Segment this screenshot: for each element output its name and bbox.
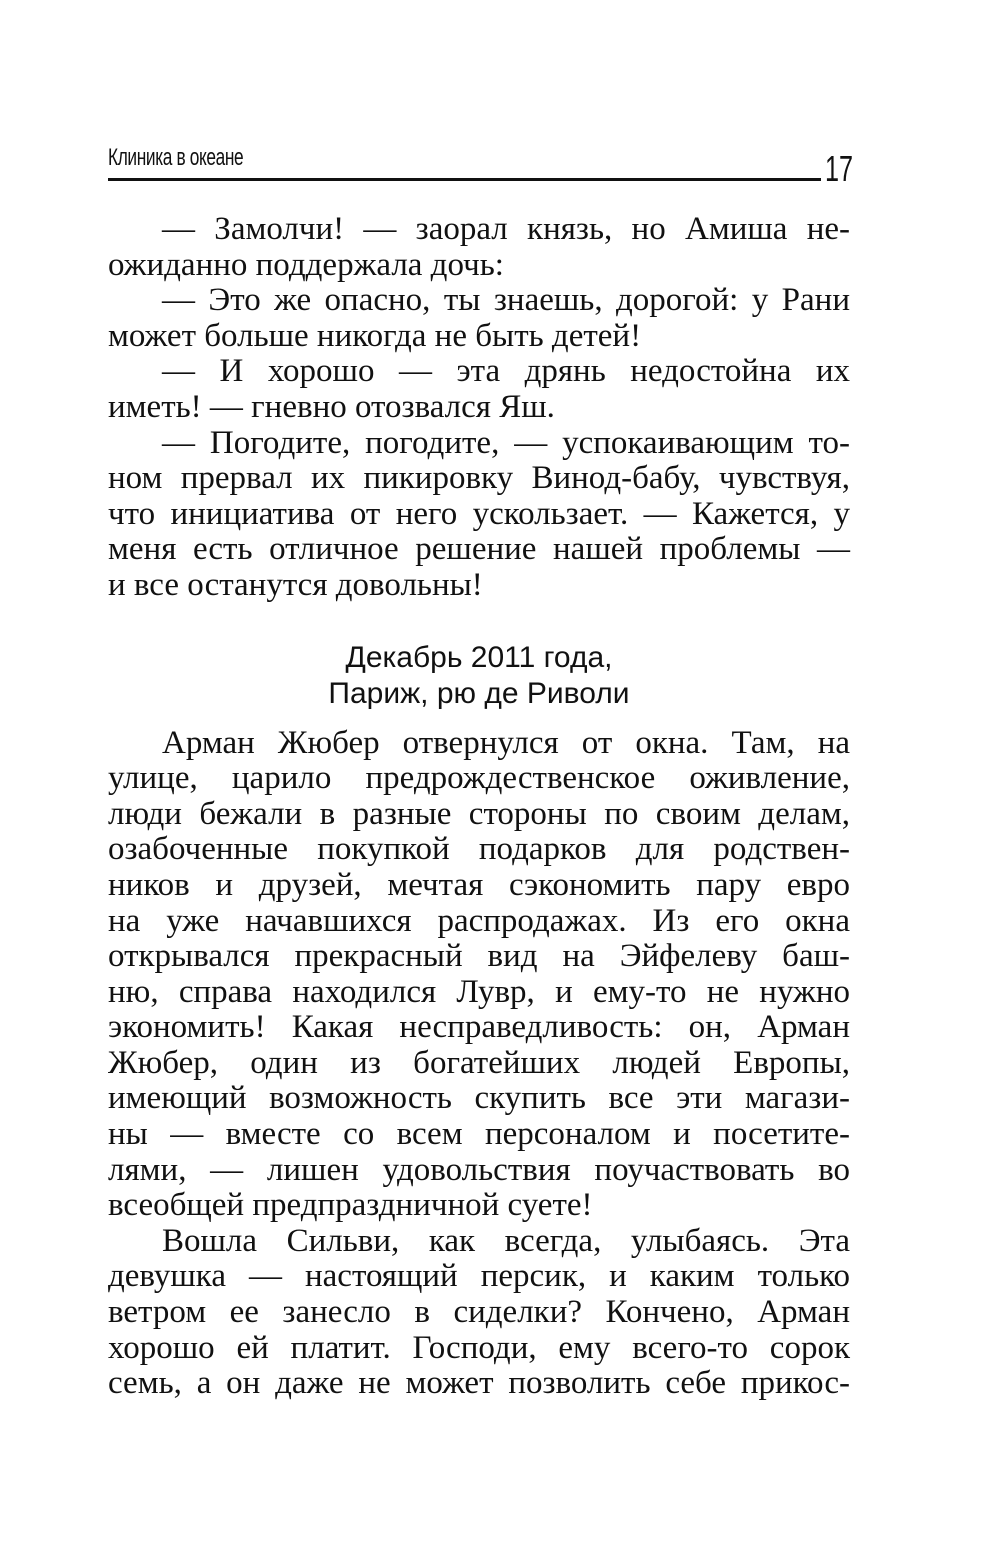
section-heading (108, 640, 850, 712)
text-line: ников и друзей, мечтая сэкономить пару евро (108, 866, 850, 903)
section-heading-place: Париж, рю де Риволи (328, 676, 630, 710)
paragraphs-before-section (108, 212, 850, 604)
text-line: ветром ее занесло в сиделки? Кончено, Арман (108, 1294, 850, 1331)
text-line: семь, а он даже не может позволить себе прикос- (108, 1365, 850, 1402)
text-line: хорошо ей платит. Господи, ему всего-то сорок (108, 1329, 850, 1366)
text-line: на уже начавшихся распродажах. Из его окна (108, 902, 850, 939)
paragraph (108, 354, 850, 425)
text-line: люди бежали в разные стороны по своим делам, (108, 795, 850, 832)
paragraphs-after-section (108, 726, 850, 1402)
text-line: всеобщей предпраздничной суете! (108, 1187, 593, 1224)
text-line: ожиданно поддержала дочь: (108, 246, 504, 283)
header-rule (108, 178, 821, 181)
text-line: что инициатива от него ускользает. — Кажется, у (108, 495, 850, 532)
text-line: ны — вместе со всем персоналом и посетите- (108, 1116, 850, 1153)
page-number: 17 (824, 148, 853, 189)
text-line: — Погодите, погодите, — успокаивающим то- (162, 424, 850, 461)
text-line: улице, царило предрождественское оживление, (108, 760, 850, 797)
text-line: и все останутся довольны! (108, 566, 483, 603)
text-line: — И хорошо — эта дрянь недостойна их (162, 353, 850, 390)
text-line: Жюбер, один из богатейших людей Европы, (108, 1044, 850, 1081)
text-line: экономить! Какая несправедливость: он, Арман (108, 1009, 850, 1046)
paragraph (108, 1224, 850, 1402)
paragraph (108, 283, 850, 354)
paragraph (108, 212, 850, 283)
text-line: Арман Жюбер отвернулся от окна. Там, на (162, 724, 850, 761)
running-title: Клиника в океане (108, 144, 244, 171)
text-line: — Замолчи! — заорал князь, но Амиша не- (162, 211, 850, 247)
section-heading-date: Декабрь 2011 года, (345, 640, 613, 674)
text-line: девушка — настоящий персик, и каким только (108, 1258, 850, 1295)
text-line: ню, справа находился Лувр, и ему-то не нужно (108, 973, 850, 1010)
text-line: — Это же опасно, ты знаешь, дорогой: у Рани (162, 282, 850, 319)
body-text (108, 212, 850, 1402)
text-line: иметь! — гневно отозвался Яш. (108, 388, 555, 425)
text-line: меня есть отличное решение нашей проблемы — (108, 531, 850, 568)
running-header (108, 140, 853, 190)
text-line: имеющий возможность скупить все эти магази- (108, 1080, 850, 1117)
text-line: лями, — лишен удовольствия поучаствовать во (108, 1151, 850, 1188)
text-line: открывался прекрасный вид на Эйфелеву баш- (108, 938, 850, 975)
paragraph (108, 726, 850, 1224)
text-line: Вошла Сильви, как всегда, улыбаясь. Эта (162, 1222, 850, 1259)
text-line: озабоченные покупкой подарков для родствен- (108, 831, 850, 868)
text-line: ном прервал их пикировку Винод-бабу, чувствуя, (108, 460, 850, 497)
paragraph (108, 426, 850, 604)
text-line: может больше никогда не быть детей! (108, 317, 642, 354)
